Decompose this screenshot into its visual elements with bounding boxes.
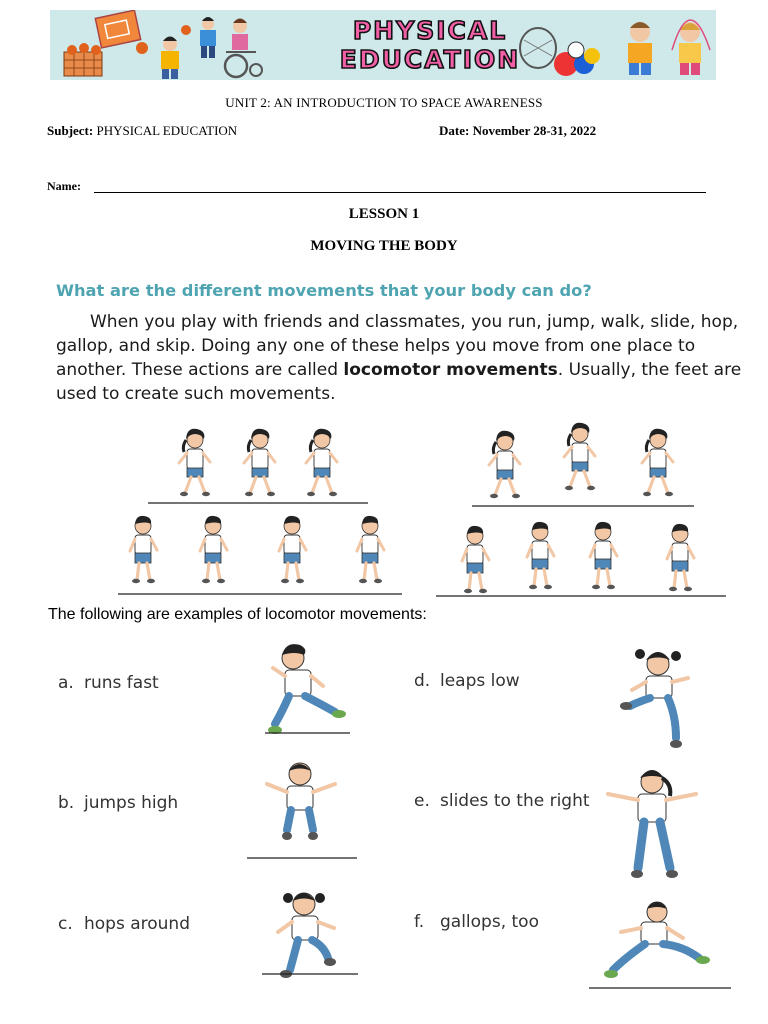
walking-boy-figure (130, 516, 157, 583)
example-letter: c. (58, 914, 73, 934)
running-boys-row (436, 522, 726, 596)
paragraph-text-1: When you play with friends and classmates, you run, jump, walk, slide, hop, gallop, and skip. Doing any one of these helps you move from one place to another. These actions are called (56, 312, 739, 380)
example-letter: d. (414, 671, 431, 691)
locomotor-illustrations (0, 420, 768, 605)
example-text: runs fast (84, 673, 159, 693)
example-text: slides to the right (440, 791, 590, 811)
paragraph-text-2: . Usually, the feet are used to create such movements. (56, 360, 742, 404)
skipping-girl-figure (489, 431, 520, 498)
hops-around-figure (258, 884, 368, 994)
walking-girls-row (148, 429, 368, 503)
subject-label: Subject: (47, 123, 94, 138)
examples-intro: The following are examples of locomotor movements: (48, 606, 427, 623)
example-text: gallops, too (440, 912, 539, 932)
leaps-low-figure (612, 642, 707, 754)
walking-girl-figure (179, 429, 210, 496)
skipping-girls-row (472, 423, 694, 506)
example-text: jumps high (84, 793, 179, 813)
walking-boy-figure (279, 516, 306, 583)
walking-girl-figure (306, 429, 337, 496)
unit-title: UNIT 2: AN INTRODUCTION TO SPACE AWARENESS (225, 95, 543, 110)
lesson-paragraph (56, 310, 746, 406)
banner-title-line2: EDUCATION (339, 45, 521, 74)
lesson-title: MOVING THE BODY (310, 238, 458, 254)
header-banner (50, 10, 716, 80)
running-boy-figure (667, 524, 694, 591)
running-boy-figure (527, 522, 554, 589)
banner-wheelchair-illustration (200, 10, 270, 80)
runs-fast-figure (255, 640, 365, 745)
date-value: November 28-31, 2022 (472, 123, 597, 138)
walking-boy-figure (200, 516, 227, 583)
example-item-c (58, 914, 190, 934)
lesson-number: LESSON 1 (348, 206, 420, 222)
example-text: hops around (84, 914, 191, 934)
subject-field (47, 123, 237, 139)
name-label: Name: (47, 179, 81, 193)
example-item-e (414, 791, 590, 811)
gallops-too-figure (585, 898, 735, 994)
date-label: Date: (439, 123, 470, 138)
banner-right-illustration (500, 10, 716, 80)
walking-boy-figure (357, 516, 384, 583)
paragraph-bold-term: locomotor movements (343, 360, 558, 380)
example-letter: f. (414, 912, 425, 932)
date-field (439, 123, 596, 139)
name-write-line[interactable] (94, 192, 706, 193)
skipping-girl-figure (564, 423, 595, 490)
slides-to-the-right-figure (600, 764, 705, 886)
example-item-d (414, 671, 520, 691)
walking-girl-figure (244, 429, 275, 496)
example-item-b (58, 793, 178, 813)
subject-value: PHYSICAL EDUCATION (96, 123, 238, 138)
lesson-question: What are the different movements that your body can do? (56, 281, 592, 300)
running-boy-figure (462, 526, 489, 593)
example-letter: b. (58, 793, 75, 813)
example-letter: a. (58, 673, 74, 693)
jumps-high-figure (245, 758, 360, 863)
skipping-girl-figure (642, 429, 673, 496)
example-item-f (414, 912, 539, 932)
example-text: leaps low (440, 671, 520, 691)
example-item-a (58, 673, 159, 693)
running-boy-figure (590, 522, 617, 589)
walking-boys-row (118, 516, 402, 594)
example-letter: e. (414, 791, 430, 811)
banner-title-line1: PHYSICAL (352, 16, 508, 45)
